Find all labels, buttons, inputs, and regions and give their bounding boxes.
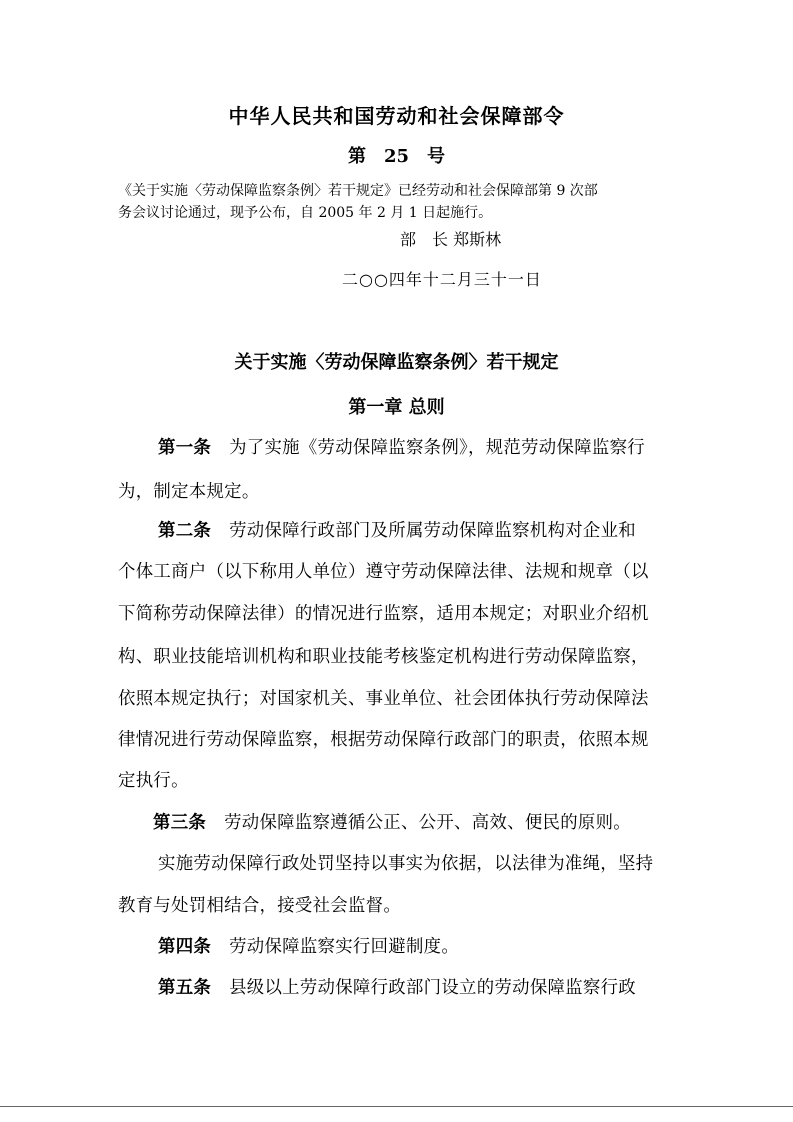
decree-intro-line-2: 务会议讨论通过，现予公布，自 2005 年 2 月 1 日起施行。 (118, 205, 493, 221)
article-5-line-1 (158, 973, 636, 998)
article-4-text: 劳动保障监察实行回避制度。 (229, 937, 460, 957)
article-1-line-2: 为，制定本规定。 (118, 482, 260, 502)
article-3-text: 劳动保障监察遵循公正、公开、高效、便民的原则。 (224, 813, 631, 833)
article-5-text: 县级以上劳动保障行政部门设立的劳动保障监察行政 (229, 978, 636, 998)
article-3-para-2-line-1: 实施劳动保障行政处罚坚持以事实为依据，以法律为准绳，坚持 (158, 854, 654, 874)
article-2-line-6: 律情况进行劳动保障监察，根据劳动保障行政部门的职责，依照本规 (118, 730, 649, 750)
article-4-line-1 (158, 932, 459, 957)
decree-title: 中华人民共和国劳动和社会保障部令 (228, 104, 565, 128)
page-bottom-rule (0, 1106, 793, 1107)
article-5-label: 第五条 (158, 978, 212, 998)
article-2-line-2: 个体工商户（以下称用人单位）遵守劳动保障法律、法规和规章（以 (118, 562, 649, 582)
article-3-line-1 (153, 808, 631, 833)
decree-date: 二○○四年十二月三十一日 (342, 270, 542, 289)
article-3-label: 第三条 (153, 813, 207, 833)
article-1-line-1 (158, 433, 645, 458)
regulation-title: 关于实施〈劳动保障监察条例〉若干规定 (234, 352, 559, 373)
minister-signature: 部 长 郑斯林 (400, 230, 502, 249)
article-2-line-7: 定执行。 (118, 771, 189, 791)
chapter-heading: 第一章 总则 (348, 397, 445, 418)
article-2-text: 劳动保障行政部门及所属劳动保障监察机构对企业和 (229, 521, 636, 541)
article-1-label: 第一条 (158, 438, 212, 458)
article-4-label: 第四条 (158, 937, 212, 957)
article-2-label: 第二条 (158, 521, 212, 541)
article-2-line-3: 下简称劳动保障法律）的情况进行监察，适用本规定；对职业介绍机 (118, 604, 649, 624)
article-3-para-2-line-2: 教育与处罚相结合，接受社会监督。 (118, 896, 402, 916)
decree-number: 第 25 号 (347, 146, 446, 167)
decree-intro-line-1: 《关于实施〈劳动保障监察条例〉若干规定》已经劳动和社会保障部第 9 次部 (118, 183, 598, 199)
article-2-line-4: 构、职业技能培训机构和职业技能考核鉴定机构进行劳动保障监察， (118, 647, 649, 667)
article-2-line-5: 依照本规定执行；对国家机关、事业单位、社会团体执行劳动保障法 (118, 689, 649, 709)
article-1-text: 为了实施《劳动保障监察条例》，规范劳动保障监察行 (229, 438, 645, 458)
article-2-line-1 (158, 516, 636, 541)
